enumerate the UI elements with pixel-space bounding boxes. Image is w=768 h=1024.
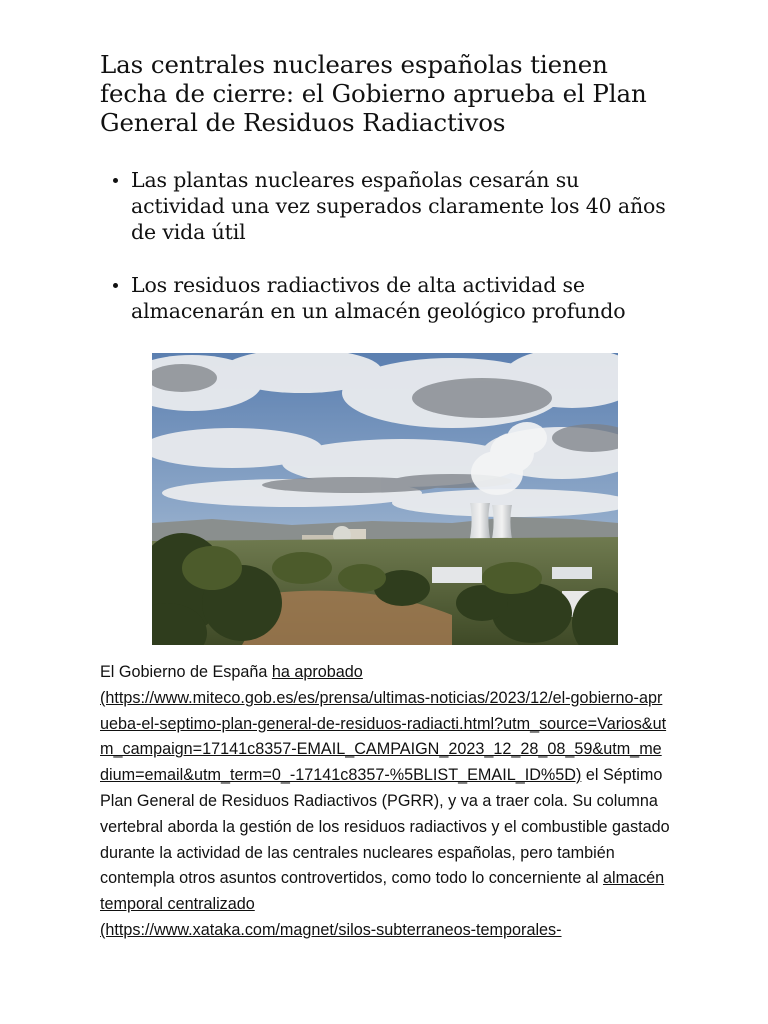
- almacen-temporal-link[interactable]: almacén temporal centralizado: [100, 869, 665, 914]
- body-intro: El Gobierno de España: [100, 663, 272, 681]
- miteco-url-link[interactable]: (https://www.miteco.gob.es/es/prensa/ultimas-noticias/2023/12/el-gobierno-aprueba-el-septimo-plan-general-de-residuos-radiacti.html?utm_source=Varios&utm_campaign=17141c8357-EMAIL_CAMPAIGN_2023_12_28_08_59&utm_medium=email&utm_term=0_-17141c8357-%5BLIST_EMAIL_ID%5D): [100, 688, 667, 785]
- article-body: [100, 660, 670, 944]
- xataka-url-link[interactable]: (https://www.xataka.com/magnet/silos-subterraneos-temporales-: [100, 920, 562, 939]
- summary-item: [110, 167, 670, 245]
- summary-item-text: Los residuos radiactivos de alta actividad se almacenarán en un almacén geológico profundo: [131, 273, 626, 323]
- article-title: Las centrales nucleares españolas tienen fecha de cierre: el Gobierno aprueba el Plan General de Residuos Radiactivos: [100, 50, 647, 137]
- summary-item-text: Las plantas nucleares españolas cesarán su actividad una vez superados claramente los 40 años de vida útil: [131, 168, 666, 244]
- bullet-icon: [113, 178, 118, 183]
- nuclear-plant-photo: [152, 353, 618, 645]
- body-middle: el Séptimo Plan General de Residuos Radiactivos (PGRR), y va a traer cola. Su columna vertebral aborda la gestión de los residuos radiactivos y el combustible gastado durante la actividad de las centrales nucleares españolas, pero también contempla otros asuntos controvertidos, como todo lo concerniente al: [100, 766, 670, 888]
- ha-aprobado-link[interactable]: ha aprobado: [271, 663, 363, 681]
- article: [100, 50, 670, 939]
- summary-item: [110, 272, 670, 324]
- summary-list: [110, 167, 670, 324]
- bullet-icon: [113, 283, 118, 288]
